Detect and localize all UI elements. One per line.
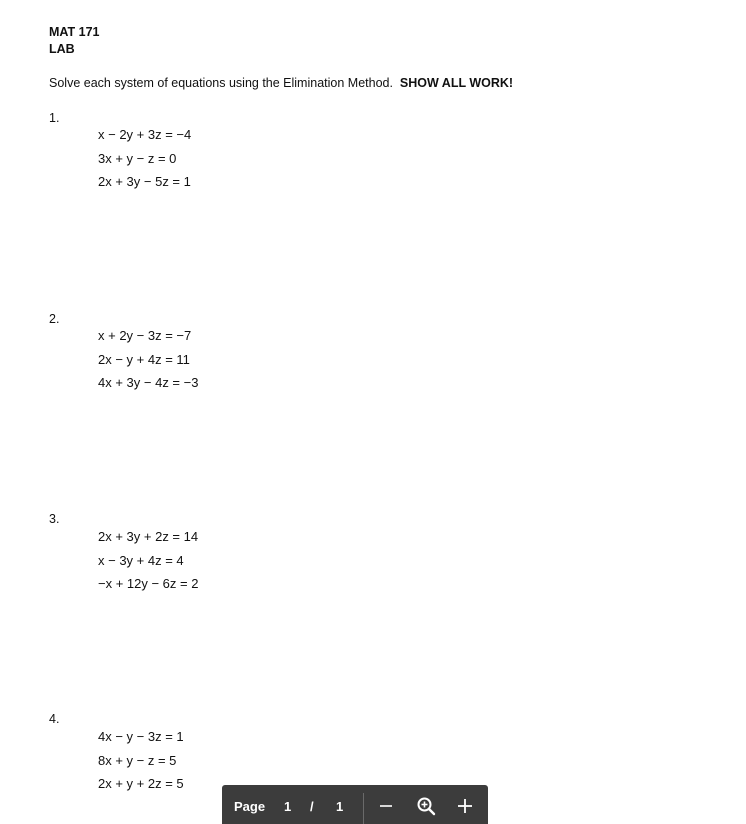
zoom-in-button[interactable] — [454, 795, 476, 817]
zoom-magnifier-icon — [415, 795, 437, 817]
equation-system — [98, 525, 198, 596]
equation: x − 3y + 4z = 4 — [98, 552, 184, 568]
instructions-emphasis: SHOW ALL WORK! — [399, 76, 514, 90]
current-page-number[interactable]: 1 — [284, 799, 292, 814]
instructions — [49, 75, 513, 92]
page-separator: / — [310, 799, 314, 814]
problem-number: 1. — [49, 111, 60, 125]
zoom-button[interactable] — [415, 795, 437, 817]
plus-icon — [454, 795, 476, 817]
page-label: Page — [234, 799, 266, 814]
zoom-out-button[interactable] — [375, 795, 397, 817]
equation: 4x − y − 3z = 1 — [98, 729, 184, 744]
problem-number: 2. — [49, 312, 60, 326]
instructions-text: Solve each system of equations using the Elimination Method. — [49, 76, 393, 90]
equation: 8x + y − z = 5 — [98, 752, 177, 768]
minus-icon — [375, 795, 397, 817]
equation: 2x + y + 2z = 5 — [98, 776, 184, 791]
equation-system — [98, 725, 184, 796]
equation-system — [98, 123, 191, 194]
course-code: MAT 171 — [49, 25, 100, 39]
total-pages: 1 — [336, 799, 344, 814]
equation: x + 2y − 3z = −7 — [98, 328, 192, 343]
problem-number: 3. — [49, 512, 60, 526]
course-header — [49, 24, 99, 58]
equation: 2x + 3y + 2z = 14 — [98, 529, 199, 544]
course-section: LAB — [49, 42, 75, 56]
toolbar-divider — [363, 793, 364, 824]
pdf-viewer-toolbar — [222, 785, 488, 824]
equation: x − 2y + 3z = −4 — [98, 127, 192, 142]
equation-system — [98, 324, 198, 395]
equation: 4x + 3y − 4z = −3 — [98, 375, 199, 390]
equation: −x + 12y − 6z = 2 — [98, 576, 199, 591]
equation: 2x + 3y − 5z = 1 — [98, 174, 191, 189]
equation: 3x + y − z = 0 — [98, 150, 177, 166]
equation: 2x − y + 4z = 11 — [98, 351, 190, 367]
problem-number: 4. — [49, 712, 60, 726]
